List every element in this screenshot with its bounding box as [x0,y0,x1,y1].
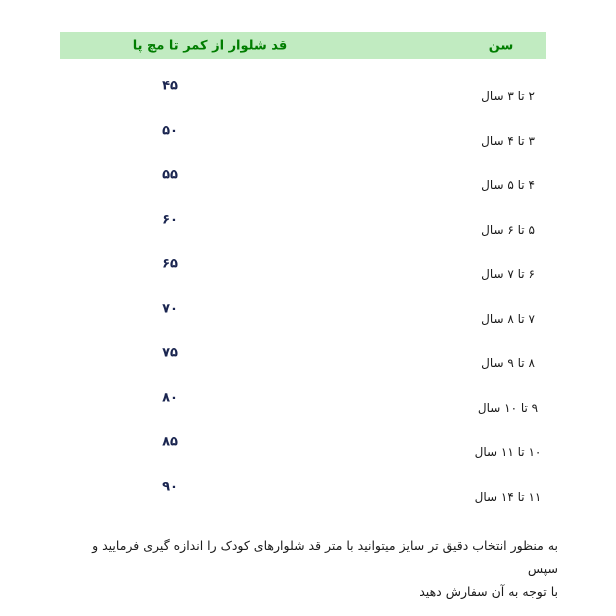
table-row [60,153,546,198]
table-row [60,64,546,109]
instructions-line-1: به منظور انتخاب دقیق تر سایز میتوانید با متر قد شلوارهای کودک را اندازه گیری فرمایید و سپس [92,538,558,576]
measurement-instructions [58,534,558,603]
age-range: ۲ تا ۳ سال [481,89,535,104]
header-age: سن [488,38,514,53]
age-range: ۱۰ تا ۱۱ سال [474,445,542,460]
age-range: ۷ تا ۸ سال [481,311,535,326]
age-range: ۶ تا ۷ سال [481,267,535,282]
length-value: ۴۵ [162,78,178,94]
length-value: ۷۰ [162,301,178,317]
table-row [60,287,546,332]
table-row [60,465,546,510]
length-value: ۵۰ [162,123,178,139]
table-row [60,109,546,154]
table-row [60,376,546,421]
table-row [60,242,546,287]
header-pants-length: قد شلوار از کمر تا مچ پا [132,38,288,53]
table-row [60,420,546,465]
table-row [60,331,546,376]
age-range: ۱۱ تا ۱۴ سال [474,489,542,504]
length-value: ۹۰ [162,479,178,495]
length-value: ۶۵ [162,256,178,272]
age-range: ۵ تا ۶ سال [481,222,535,237]
length-value: ۸۰ [162,390,178,406]
instructions-line-2: با توجه به آن سفارش دهید [419,584,558,599]
table-header-row [60,32,546,59]
length-value: ۸۵ [162,434,178,450]
table-row [60,198,546,243]
length-value: ۵۵ [162,167,178,183]
length-value: ۷۵ [162,345,178,361]
length-value: ۶۰ [162,212,178,228]
age-range: ۹ تا ۱۰ سال [477,400,539,415]
age-range: ۴ تا ۵ سال [481,178,535,193]
table-body [60,64,546,509]
age-range: ۳ تا ۴ سال [481,133,535,148]
age-range: ۸ تا ۹ سال [481,356,535,371]
